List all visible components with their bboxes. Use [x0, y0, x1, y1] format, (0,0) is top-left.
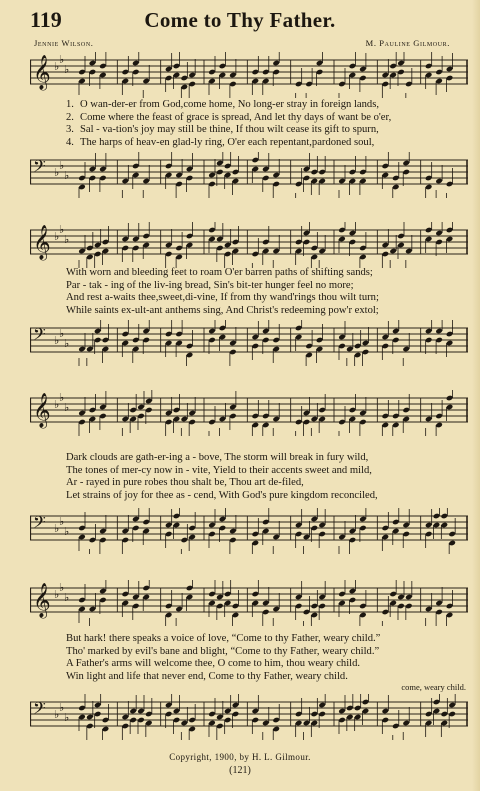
lyric-line: 2. Come where the feast of grace is spread, And let thy days of want be o'er,: [66, 111, 392, 123]
flat-icon: ♭: [59, 54, 65, 66]
flat-icon: ♭: [64, 170, 70, 182]
lyric-line: Win light and life that never end, Come to thy Father, weary child.: [66, 670, 348, 682]
treble-staff-system-4: [30, 580, 468, 626]
bass-clef-icon: 𝄢: [33, 698, 46, 722]
flat-icon: ♭: [54, 231, 60, 243]
lyric-line: 1. O wan-der-er from God,come home, No long-er stray in foreign lands,: [66, 99, 379, 110]
lyric-line: Let strains of joy for thee as - cend, With God's pure kingdom reconciled,: [66, 489, 378, 501]
flat-icon: ♭: [54, 335, 60, 347]
music-credit: M. Pauline Gilmour.: [365, 38, 450, 48]
bass-staff-system-2: [30, 320, 468, 366]
flat-icon: ♭: [59, 516, 65, 528]
flat-icon: ♭: [64, 712, 70, 724]
lyric-line: 3. Sal - va-tion's joy may still be thine, If thou wilt cease its gift to spurn,: [66, 124, 379, 136]
bass-clef-icon: 𝄢: [33, 512, 46, 536]
flat-icon: ♭: [64, 592, 70, 604]
lyric-line: Ar - rayed in pure robes thou shalt be, Thou art de-filed,: [66, 477, 304, 489]
treble-clef-icon: 𝄞: [33, 55, 51, 90]
lyric-line: And rest a-waits thee,sweet,di-vine, If from thy wand'rings thou wilt turn;: [66, 292, 379, 304]
hymn-number: 119: [30, 7, 62, 32]
flat-icon: ♭: [64, 402, 70, 414]
bass-staff-system-1: [30, 152, 468, 198]
lyrics-system-1: [66, 99, 470, 149]
flat-icon: ♭: [54, 523, 60, 535]
flat-icon: ♭: [59, 392, 65, 404]
flat-icon: ♭: [59, 160, 65, 172]
lyric-line: Dark clouds are gath-er-ing a - bove, The storm will break in fury wild,: [66, 452, 369, 463]
bass-clef-icon: 𝄢: [33, 324, 46, 348]
lyric-line: A Father's arms will welcome thee, O come to him, thou weary child.: [66, 658, 361, 670]
flat-icon: ♭: [59, 582, 65, 594]
lyric-line: The tones of mer-cy now in - vite, Yield to their accents sweet and mild,: [66, 464, 372, 476]
echo-lyric: come, weary child.: [401, 682, 466, 692]
treble-staff-system-1: [30, 52, 468, 98]
flat-icon: ♭: [54, 61, 60, 73]
lyric-line: Tho' marked by evil's bane and blight, “Come to thy Father, weary child.”: [66, 645, 380, 657]
treble-clef-icon: 𝄞: [33, 583, 51, 618]
copyright-notice: Copyright, 1900, by H. L. Gilmour.: [169, 752, 311, 762]
flat-icon: ♭: [59, 702, 65, 714]
lyric-line: With worn and bleeding feet to roam O'er barren paths of shifting sands;: [66, 267, 373, 278]
flat-icon: ♭: [54, 589, 60, 601]
bass-clef-icon: 𝄢: [33, 156, 46, 180]
bass-staff-system-3: [30, 508, 468, 554]
lyrics-system-2: [66, 267, 470, 317]
treble-clef-icon: 𝄞: [33, 393, 51, 428]
page-edge: [472, 0, 480, 791]
treble-staff-system-3: [30, 390, 468, 436]
hymn-title: Come to Thy Father.: [144, 8, 336, 32]
flat-icon: ♭: [54, 709, 60, 721]
bass-staff-system-4: [30, 694, 468, 740]
flat-icon: ♭: [64, 234, 70, 246]
lyrics-system-4: [66, 633, 470, 683]
flat-icon: ♭: [54, 167, 60, 179]
flat-icon: ♭: [59, 224, 65, 236]
page-number: (121): [229, 765, 251, 776]
lyric-line: But hark! there speaks a voice of love, “Come to thy Father, weary child.”: [66, 633, 381, 644]
flat-icon: ♭: [54, 399, 60, 411]
lyric-line: Par - tak - ing of the liv-ing bread, Sin's bit-ter hunger feel no more;: [66, 279, 354, 291]
flat-icon: ♭: [64, 338, 70, 350]
treble-clef-icon: 𝄞: [33, 225, 51, 260]
flat-icon: ♭: [64, 64, 70, 76]
treble-staff-system-2: [30, 222, 468, 268]
flat-icon: ♭: [64, 526, 70, 538]
flat-icon: ♭: [59, 328, 65, 340]
staff-lines: [30, 230, 468, 254]
lyric-line: While saints ex-ult-ant anthems sing, And Christ's redeeming pow'r extol;: [66, 304, 379, 316]
words-credit: Jennie Wilson.: [34, 38, 94, 48]
lyrics-system-3: [66, 452, 470, 502]
lyric-line: 4. The harps of heav-en glad-ly ring, O'er each repentant,pardoned soul,: [66, 136, 375, 148]
